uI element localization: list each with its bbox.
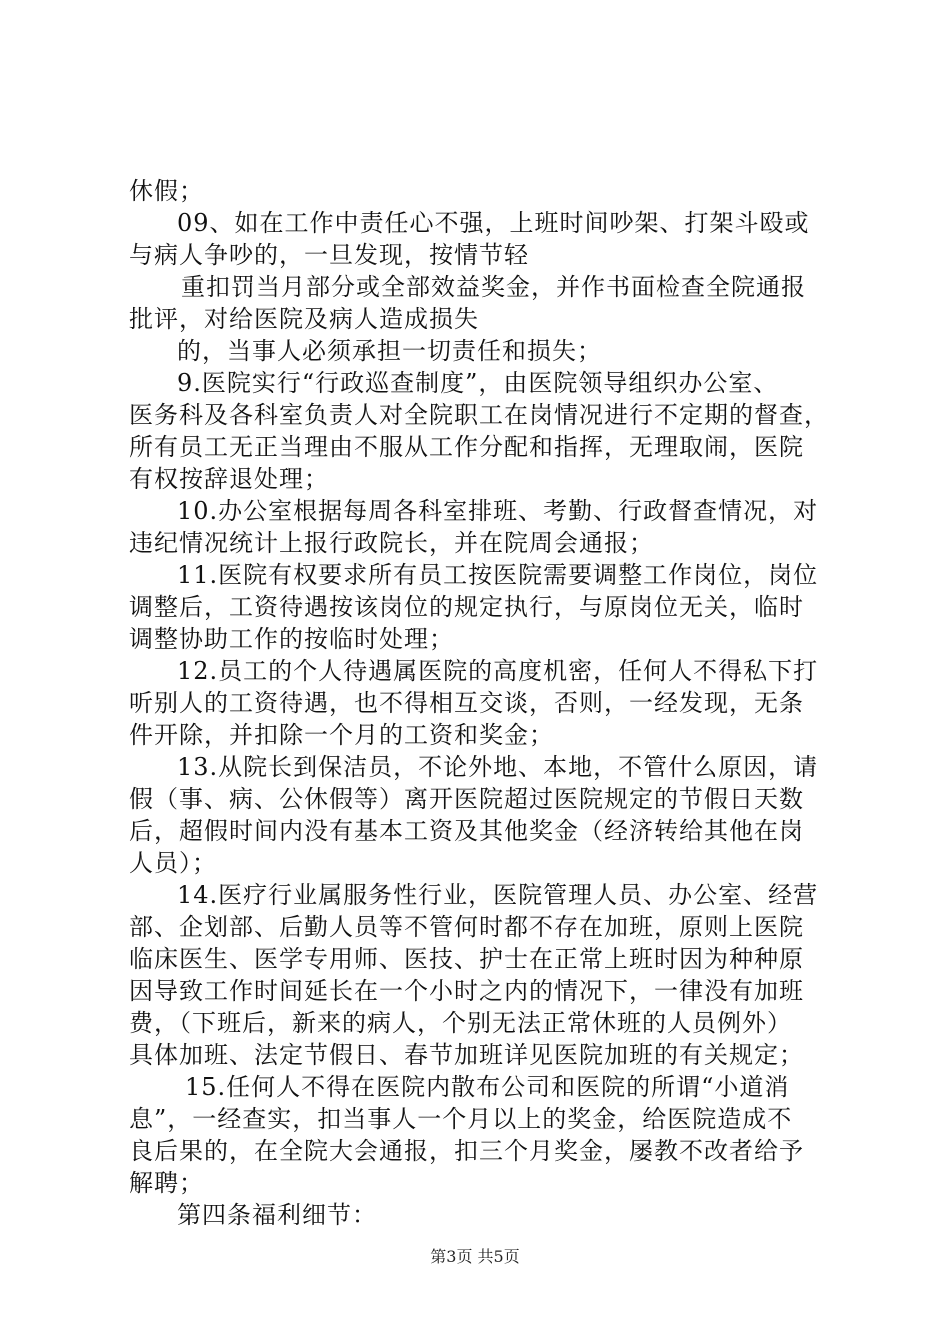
text-line: 医务科及各科室负责人对全院职工在岗情况进行不定期的督查，	[129, 401, 829, 429]
text-line: 违纪情况统计上报行政院长，并在院周会通报；	[129, 529, 654, 557]
text-line: 的，当事人必须承担一切责任和损失；	[177, 337, 602, 365]
text-line: 有权按辞退处理；	[129, 465, 329, 493]
text-line: 费，（下班后，新来的病人，个别无法正常休班的人员例外）	[129, 1009, 792, 1037]
text-line: 11.医院有权要求所有员工按医院需要调整工作岗位，岗位	[177, 561, 819, 589]
text-line: 第四条福利细节：	[177, 1201, 377, 1229]
text-line: 后，超假时间内没有基本工资及其他奖金（经济转给其他在岗	[129, 817, 804, 845]
text-line: 听别人的工资待遇，也不得相互交谈，否则，一经发现，无条	[129, 689, 804, 717]
text-line: 部、企划部、后勤人员等不管何时都不存在加班，原则上医院	[129, 913, 804, 941]
text-line: 因导致工作时间延长在一个小时之内的情况下，一律没有加班	[129, 977, 804, 1005]
text-line: 13.从院长到保洁员，不论外地、本地，不管什么原因，请	[177, 753, 819, 781]
text-line: 所有员工无正当理由不服从工作分配和指挥，无理取闹，医院	[129, 433, 804, 461]
text-line: 12.员工的个人待遇属医院的高度机密，任何人不得私下打	[177, 657, 819, 685]
text-line: 调整协助工作的按临时处理；	[129, 625, 454, 653]
text-line: 14.医疗行业属服务性行业，医院管理人员、办公室、经营	[177, 881, 819, 909]
text-line: 9.医院实行“行政巡查制度”，由医院领导组织办公室、	[177, 369, 779, 397]
text-line: 调整后，工资待遇按该岗位的规定执行，与原岗位无关，临时	[129, 593, 804, 621]
text-line: 临床医生、医学专用师、医技、护士在正常上班时因为种种原	[129, 945, 804, 973]
text-line: 解聘；	[129, 1169, 204, 1197]
text-line: 休假；	[129, 177, 204, 205]
text-line: 10.办公室根据每周各科室排班、考勤、行政督查情况，对	[177, 497, 819, 525]
text-line: 假（事、病、公休假等）离开医院超过医院规定的节假日天数	[129, 785, 804, 813]
text-line: 人员）；	[129, 849, 217, 877]
text-line: 重扣罚当月部分或全部效益奖金，并作书面检查全院通报	[181, 273, 806, 301]
text-line: 良后果的，在全院大会通报，扣三个月奖金，屡教不改者给予	[129, 1137, 804, 1165]
page-number-footer: 第3页 共5页	[430, 1247, 520, 1266]
text-line: 批评，对给医院及病人造成损失	[129, 305, 479, 333]
text-line: 息”，一经查实，扣当事人一个月以上的奖金，给医院造成不	[129, 1105, 793, 1133]
text-line: 15.任何人不得在医院内散布公司和医院的所谓“小道消	[185, 1073, 790, 1101]
text-line: 具体加班、法定节假日、春节加班详见医院加班的有关规定；	[129, 1041, 804, 1069]
text-line: 09、如在工作中责任心不强，上班时间吵架、打架斗殴或	[177, 209, 810, 237]
text-line: 与病人争吵的，一旦发现，按情节轻	[129, 241, 529, 269]
text-line: 件开除，并扣除一个月的工资和奖金；	[129, 721, 554, 749]
